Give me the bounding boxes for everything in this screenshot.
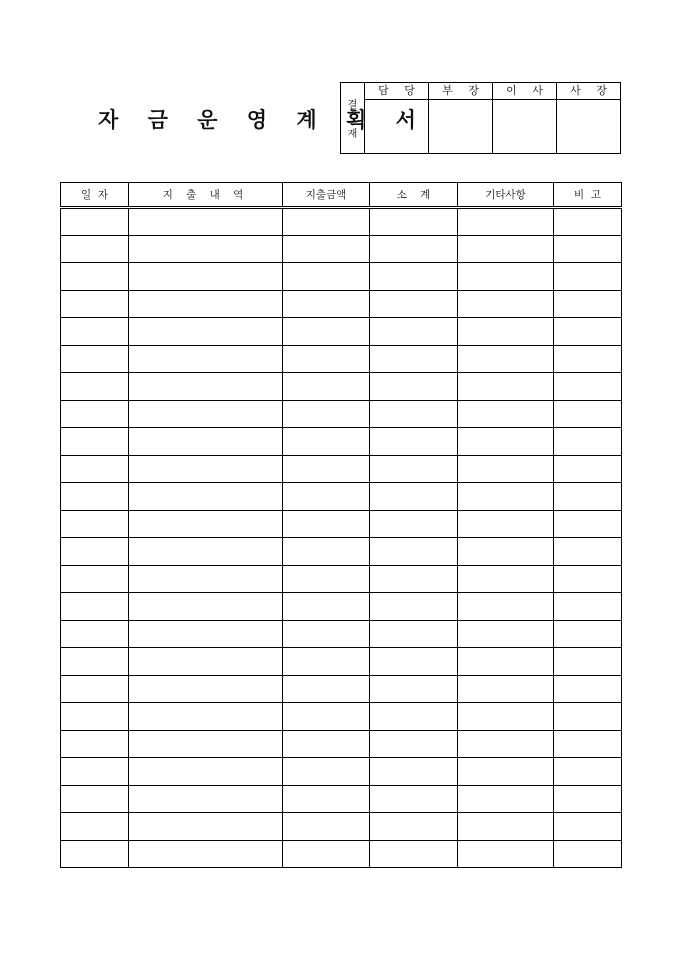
subtotal-cell[interactable]: [370, 538, 458, 566]
subtotal-cell[interactable]: [370, 400, 458, 428]
expense-details-cell[interactable]: [129, 428, 283, 456]
approval-sign-cell[interactable]: [557, 100, 620, 153]
expense-details-cell[interactable]: [129, 758, 283, 786]
approval-role-label: 사 장: [557, 83, 620, 100]
expense-details-cell[interactable]: [129, 235, 283, 263]
date-cell[interactable]: [61, 290, 129, 318]
expense-details-cell[interactable]: [129, 565, 283, 593]
expense-amount-cell[interactable]: [283, 483, 370, 511]
remarks-cell[interactable]: [554, 813, 622, 841]
expense-amount-cell[interactable]: [283, 510, 370, 538]
expense-amount-cell[interactable]: [283, 620, 370, 648]
other-notes-cell[interactable]: [458, 510, 554, 538]
approval-side-bottom: 재: [347, 129, 358, 140]
other-notes-cell[interactable]: [458, 538, 554, 566]
remarks-cell[interactable]: [554, 565, 622, 593]
header-subtotal: 소 계: [370, 183, 458, 208]
other-notes-cell[interactable]: [458, 235, 554, 263]
table-row: [61, 758, 622, 786]
date-cell[interactable]: [61, 483, 129, 511]
table-row: [61, 703, 622, 731]
remarks-cell[interactable]: [554, 455, 622, 483]
expense-details-cell[interactable]: [129, 703, 283, 731]
subtotal-cell[interactable]: [370, 455, 458, 483]
expense-amount-cell[interactable]: [283, 455, 370, 483]
table-row: [61, 345, 622, 373]
subtotal-cell[interactable]: [370, 703, 458, 731]
other-notes-cell[interactable]: [458, 400, 554, 428]
expense-details-cell[interactable]: [129, 730, 283, 758]
subtotal-cell[interactable]: [370, 510, 458, 538]
date-cell[interactable]: [61, 455, 129, 483]
remarks-cell[interactable]: [554, 318, 622, 346]
expense-amount-cell[interactable]: [283, 648, 370, 676]
approval-col-manager: [365, 83, 429, 153]
approval-sign-cell[interactable]: [493, 100, 556, 153]
approval-col-department-head: [429, 83, 493, 153]
expense-details-cell[interactable]: [129, 648, 283, 676]
other-notes-cell[interactable]: [458, 620, 554, 648]
expense-details-cell[interactable]: [129, 538, 283, 566]
remarks-cell[interactable]: [554, 428, 622, 456]
subtotal-cell[interactable]: [370, 290, 458, 318]
table-row: [61, 565, 622, 593]
table-row: [61, 455, 622, 483]
expense-amount-cell[interactable]: [283, 428, 370, 456]
approval-sign-cell[interactable]: [429, 100, 492, 153]
table-row: [61, 208, 622, 236]
approval-sign-cell[interactable]: [365, 100, 428, 153]
date-cell[interactable]: [61, 813, 129, 841]
header-remarks: 비 고: [554, 183, 622, 208]
date-cell[interactable]: [61, 785, 129, 813]
remarks-cell[interactable]: [554, 785, 622, 813]
expense-amount-cell[interactable]: [283, 235, 370, 263]
fund-plan-table: [60, 182, 622, 868]
table-row: [61, 373, 622, 401]
other-notes-cell[interactable]: [458, 593, 554, 621]
date-cell[interactable]: [61, 373, 129, 401]
expense-details-cell[interactable]: [129, 318, 283, 346]
table-row: [61, 400, 622, 428]
subtotal-cell[interactable]: [370, 840, 458, 868]
remarks-cell[interactable]: [554, 400, 622, 428]
date-cell[interactable]: [61, 235, 129, 263]
approval-role-label: 담 당: [365, 83, 428, 100]
expense-amount-cell[interactable]: [283, 373, 370, 401]
remarks-cell[interactable]: [554, 345, 622, 373]
subtotal-cell[interactable]: [370, 593, 458, 621]
expense-details-cell[interactable]: [129, 400, 283, 428]
other-notes-cell[interactable]: [458, 648, 554, 676]
remarks-cell[interactable]: [554, 290, 622, 318]
approval-side-label: [341, 83, 365, 153]
subtotal-cell[interactable]: [370, 208, 458, 236]
expense-amount-cell[interactable]: [283, 538, 370, 566]
date-cell[interactable]: [61, 620, 129, 648]
expense-details-cell[interactable]: [129, 483, 283, 511]
remarks-cell[interactable]: [554, 373, 622, 401]
remarks-cell[interactable]: [554, 483, 622, 511]
expense-amount-cell[interactable]: [283, 813, 370, 841]
subtotal-cell[interactable]: [370, 675, 458, 703]
page-title: 자 금 운 영 계 획 서: [98, 108, 427, 132]
other-notes-cell[interactable]: [458, 813, 554, 841]
expense-details-cell[interactable]: [129, 840, 283, 868]
date-cell[interactable]: [61, 428, 129, 456]
other-notes-cell[interactable]: [458, 318, 554, 346]
remarks-cell[interactable]: [554, 263, 622, 291]
subtotal-cell[interactable]: [370, 483, 458, 511]
remarks-cell[interactable]: [554, 208, 622, 236]
date-cell[interactable]: [61, 318, 129, 346]
other-notes-cell[interactable]: [458, 675, 554, 703]
table-row: [61, 593, 622, 621]
expense-amount-cell[interactable]: [283, 263, 370, 291]
expense-details-cell[interactable]: [129, 263, 283, 291]
table-row: [61, 620, 622, 648]
subtotal-cell[interactable]: [370, 373, 458, 401]
table-row: [61, 235, 622, 263]
table-row: [61, 290, 622, 318]
approval-role-label: 이 사: [493, 83, 556, 100]
approval-box: [340, 82, 621, 154]
expense-details-cell[interactable]: [129, 675, 283, 703]
date-cell[interactable]: [61, 345, 129, 373]
expense-amount-cell[interactable]: [283, 675, 370, 703]
subtotal-cell[interactable]: [370, 758, 458, 786]
date-cell[interactable]: [61, 758, 129, 786]
header-expense-amount: 지출금액: [283, 183, 370, 208]
table-row: [61, 538, 622, 566]
expense-amount-cell[interactable]: [283, 400, 370, 428]
other-notes-cell[interactable]: [458, 428, 554, 456]
header-expense-details: 지 출 내 역: [129, 183, 283, 208]
remarks-cell[interactable]: [554, 675, 622, 703]
expense-amount-cell[interactable]: [283, 345, 370, 373]
other-notes-cell[interactable]: [458, 785, 554, 813]
other-notes-cell[interactable]: [458, 483, 554, 511]
expense-amount-cell[interactable]: [283, 565, 370, 593]
expense-details-cell[interactable]: [129, 373, 283, 401]
expense-details-cell[interactable]: [129, 785, 283, 813]
expense-details-cell[interactable]: [129, 455, 283, 483]
expense-amount-cell[interactable]: [283, 840, 370, 868]
expense-details-cell[interactable]: [129, 345, 283, 373]
date-cell[interactable]: [61, 208, 129, 236]
subtotal-cell[interactable]: [370, 235, 458, 263]
remarks-cell[interactable]: [554, 510, 622, 538]
remarks-cell[interactable]: [554, 538, 622, 566]
table-row: [61, 648, 622, 676]
other-notes-cell[interactable]: [458, 565, 554, 593]
expense-amount-cell[interactable]: [283, 785, 370, 813]
expense-details-cell[interactable]: [129, 593, 283, 621]
subtotal-cell[interactable]: [370, 345, 458, 373]
other-notes-cell[interactable]: [458, 373, 554, 401]
remarks-cell[interactable]: [554, 648, 622, 676]
expense-amount-cell[interactable]: [283, 593, 370, 621]
subtotal-cell[interactable]: [370, 730, 458, 758]
expense-amount-cell[interactable]: [283, 318, 370, 346]
date-cell[interactable]: [61, 565, 129, 593]
remarks-cell[interactable]: [554, 620, 622, 648]
expense-details-cell[interactable]: [129, 510, 283, 538]
subtotal-cell[interactable]: [370, 318, 458, 346]
expense-amount-cell[interactable]: [283, 703, 370, 731]
table-row: [61, 813, 622, 841]
expense-amount-cell[interactable]: [283, 208, 370, 236]
table-row: [61, 510, 622, 538]
table-row: [61, 318, 622, 346]
approval-col-president: [557, 83, 620, 153]
subtotal-cell[interactable]: [370, 565, 458, 593]
subtotal-cell[interactable]: [370, 428, 458, 456]
expense-details-cell[interactable]: [129, 290, 283, 318]
approval-role-label: 부 장: [429, 83, 492, 100]
date-cell[interactable]: [61, 510, 129, 538]
date-cell[interactable]: [61, 538, 129, 566]
date-cell[interactable]: [61, 263, 129, 291]
expense-details-cell[interactable]: [129, 620, 283, 648]
header-other-notes: 기타사항: [458, 183, 554, 208]
remarks-cell[interactable]: [554, 758, 622, 786]
table-row: [61, 428, 622, 456]
expense-details-cell[interactable]: [129, 813, 283, 841]
subtotal-cell[interactable]: [370, 785, 458, 813]
expense-amount-cell[interactable]: [283, 290, 370, 318]
table-row: [61, 730, 622, 758]
date-cell[interactable]: [61, 593, 129, 621]
date-cell[interactable]: [61, 840, 129, 868]
other-notes-cell[interactable]: [458, 758, 554, 786]
other-notes-cell[interactable]: [458, 345, 554, 373]
table-row: [61, 483, 622, 511]
other-notes-cell[interactable]: [458, 290, 554, 318]
remarks-cell[interactable]: [554, 593, 622, 621]
date-cell[interactable]: [61, 648, 129, 676]
other-notes-cell[interactable]: [458, 263, 554, 291]
remarks-cell[interactable]: [554, 235, 622, 263]
table-row: [61, 840, 622, 868]
table-row: [61, 263, 622, 291]
approval-side-top: 결: [347, 100, 358, 111]
subtotal-cell[interactable]: [370, 813, 458, 841]
table-row: [61, 785, 622, 813]
date-cell[interactable]: [61, 675, 129, 703]
other-notes-cell[interactable]: [458, 703, 554, 731]
expense-amount-cell[interactable]: [283, 730, 370, 758]
other-notes-cell[interactable]: [458, 730, 554, 758]
other-notes-cell[interactable]: [458, 840, 554, 868]
date-cell[interactable]: [61, 400, 129, 428]
date-cell[interactable]: [61, 703, 129, 731]
subtotal-cell[interactable]: [370, 263, 458, 291]
remarks-cell[interactable]: [554, 840, 622, 868]
table-header-row: [61, 183, 622, 208]
date-cell[interactable]: [61, 730, 129, 758]
remarks-cell[interactable]: [554, 730, 622, 758]
expense-details-cell[interactable]: [129, 208, 283, 236]
approval-col-director: [493, 83, 557, 153]
expense-amount-cell[interactable]: [283, 758, 370, 786]
other-notes-cell[interactable]: [458, 455, 554, 483]
table-row: [61, 675, 622, 703]
other-notes-cell[interactable]: [458, 208, 554, 236]
subtotal-cell[interactable]: [370, 648, 458, 676]
remarks-cell[interactable]: [554, 703, 622, 731]
header-date: 일 자: [61, 183, 129, 208]
subtotal-cell[interactable]: [370, 620, 458, 648]
